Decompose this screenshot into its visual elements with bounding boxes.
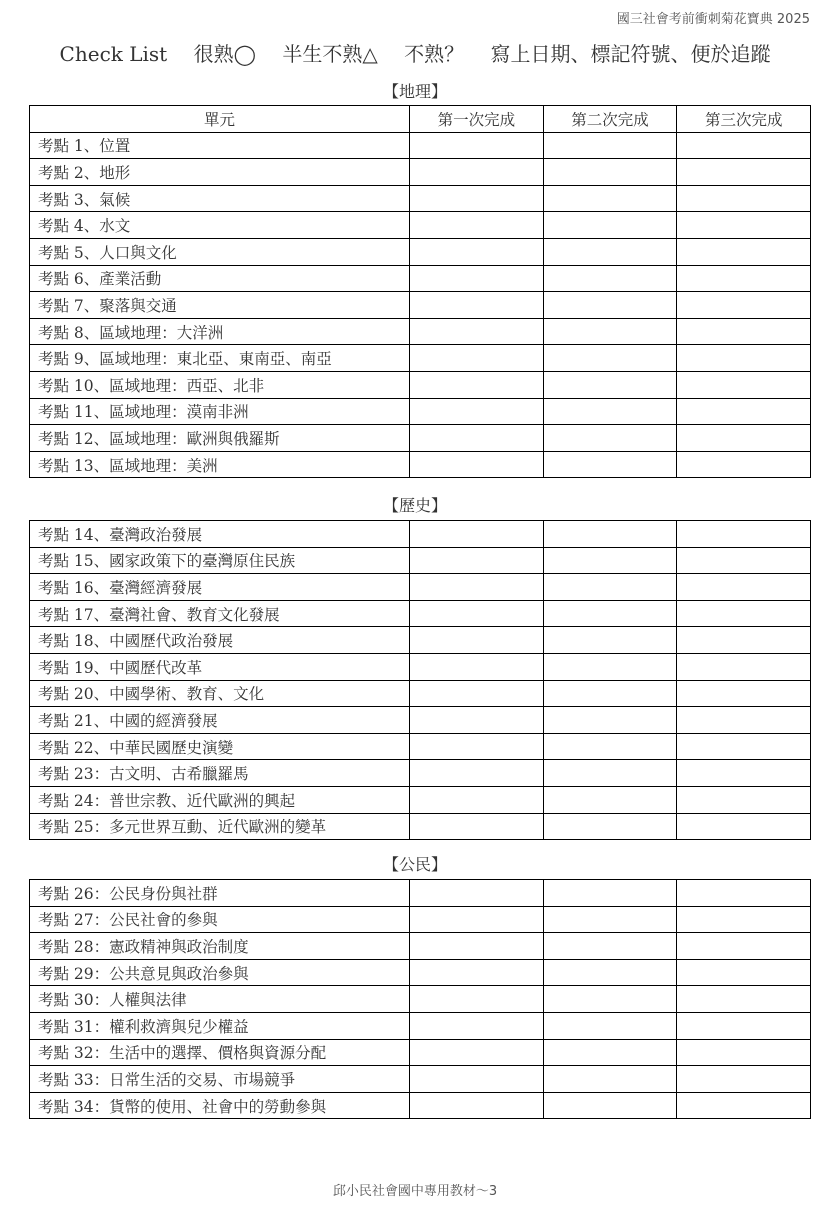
first-done-cell[interactable]	[410, 185, 544, 212]
second-done-cell[interactable]	[543, 185, 677, 212]
table-row	[30, 880, 811, 907]
table-row	[30, 959, 811, 986]
table-row	[30, 345, 811, 372]
third-done-cell[interactable]	[677, 707, 811, 734]
table-row	[30, 813, 811, 840]
table-row	[30, 451, 811, 478]
table-row	[30, 786, 811, 813]
unit-cell: 考點 10、區域地理：西亞、北非	[30, 371, 410, 398]
third-done-cell[interactable]	[677, 786, 811, 813]
unit-cell: 考點 5、人口與文化	[30, 238, 410, 265]
third-done-cell[interactable]	[677, 292, 811, 319]
table-row	[30, 212, 811, 239]
table-row	[30, 653, 811, 680]
first-done-cell[interactable]	[410, 398, 544, 425]
second-done-cell[interactable]	[543, 880, 677, 907]
second-done-cell[interactable]	[543, 1092, 677, 1119]
third-done-cell[interactable]	[677, 880, 811, 907]
third-done-cell[interactable]	[677, 398, 811, 425]
unit-cell: 考點 16、臺灣經濟發展	[30, 574, 410, 601]
unit-cell: 考點 32：生活中的選擇、價格與資源分配	[30, 1039, 410, 1066]
table-row	[30, 238, 811, 265]
first-done-cell[interactable]	[410, 680, 544, 707]
unit-cell: 考點 34：貨幣的使用、社會中的勞動參與	[30, 1092, 410, 1119]
first-done-cell[interactable]	[410, 574, 544, 601]
second-done-cell[interactable]	[543, 547, 677, 574]
table-row	[30, 707, 811, 734]
page-footer: 邱小民社會國中專用教材～3	[332, 1184, 498, 1199]
first-done-cell[interactable]	[410, 425, 544, 452]
third-done-cell[interactable]	[677, 265, 811, 292]
unit-cell: 考點 12、區域地理：歐洲與俄羅斯	[30, 425, 410, 452]
first-done-cell[interactable]	[410, 451, 544, 478]
third-done-cell[interactable]	[677, 627, 811, 654]
third-done-cell[interactable]	[677, 212, 811, 239]
first-done-cell[interactable]	[410, 760, 544, 787]
table-row	[30, 600, 811, 627]
unit-cell: 考點 2、地形	[30, 159, 410, 186]
second-done-cell[interactable]	[543, 1066, 677, 1093]
unit-cell: 考點 30：人權與法律	[30, 986, 410, 1013]
third-done-cell[interactable]	[677, 733, 811, 760]
unit-cell: 考點 25：多元世界互動、近代歐洲的變革	[30, 813, 410, 840]
unit-cell: 考點 7、聚落與交通	[30, 292, 410, 319]
unit-cell: 考點 14、臺灣政治發展	[30, 521, 410, 548]
table-row	[30, 1066, 811, 1093]
unit-cell: 考點 27：公民社會的參與	[30, 906, 410, 933]
third-done-cell[interactable]	[677, 1066, 811, 1093]
third-done-cell[interactable]	[677, 1039, 811, 1066]
unit-cell: 考點 21、中國的經濟發展	[30, 707, 410, 734]
unit-cell: 考點 6、產業活動	[30, 265, 410, 292]
unit-cell: 考點 13、區域地理：美洲	[30, 451, 410, 478]
first-done-cell[interactable]	[410, 547, 544, 574]
second-done-cell[interactable]	[543, 733, 677, 760]
third-done-cell[interactable]	[677, 600, 811, 627]
third-done-cell[interactable]	[677, 521, 811, 548]
header-first-done: 第一次完成	[410, 106, 544, 133]
first-done-cell[interactable]	[410, 318, 544, 345]
table-row	[30, 733, 811, 760]
second-done-cell[interactable]	[543, 425, 677, 452]
title-checklist: Check List	[59, 42, 168, 66]
section-title-civics: 【公民】	[382, 855, 447, 874]
second-done-cell[interactable]	[543, 574, 677, 601]
unit-cell: 考點 18、中國歷代政治發展	[30, 627, 410, 654]
unit-cell: 考點 29：公共意見與政治參與	[30, 959, 410, 986]
second-done-cell[interactable]	[543, 521, 677, 548]
table-row	[30, 906, 811, 933]
third-done-cell[interactable]	[677, 959, 811, 986]
first-done-cell[interactable]	[410, 880, 544, 907]
first-done-cell[interactable]	[410, 1066, 544, 1093]
first-done-cell[interactable]	[410, 238, 544, 265]
third-done-cell[interactable]	[677, 345, 811, 372]
second-done-cell[interactable]	[543, 906, 677, 933]
second-done-cell[interactable]	[543, 1039, 677, 1066]
third-done-cell[interactable]	[677, 159, 811, 186]
first-done-cell[interactable]	[410, 345, 544, 372]
unit-cell: 考點 33：日常生活的交易、市場競爭	[30, 1066, 410, 1093]
first-done-cell[interactable]	[410, 986, 544, 1013]
first-done-cell[interactable]	[410, 292, 544, 319]
document-header-title: 國三社會考前衝刺菊花寶典 2025	[616, 12, 810, 27]
table-row	[30, 265, 811, 292]
first-done-cell[interactable]	[410, 371, 544, 398]
table-row	[30, 986, 811, 1013]
second-done-cell[interactable]	[543, 238, 677, 265]
second-done-cell[interactable]	[543, 132, 677, 159]
third-done-cell[interactable]	[677, 760, 811, 787]
unit-cell: 考點 8、區域地理：大洋洲	[30, 318, 410, 345]
third-done-cell[interactable]	[677, 680, 811, 707]
table-row	[30, 680, 811, 707]
second-done-cell[interactable]	[543, 680, 677, 707]
third-done-cell[interactable]	[677, 451, 811, 478]
first-done-cell[interactable]	[410, 933, 544, 960]
civics-table	[29, 879, 811, 1119]
title-instruction: 寫上日期、標記符號、便於追蹤	[490, 42, 771, 66]
second-done-cell[interactable]	[543, 318, 677, 345]
first-done-cell[interactable]	[410, 1039, 544, 1066]
second-done-cell[interactable]	[543, 265, 677, 292]
table-row	[30, 371, 811, 398]
unit-cell: 考點 31：權利救濟與兒少權益	[30, 1012, 410, 1039]
table-row	[30, 547, 811, 574]
third-done-cell[interactable]	[677, 318, 811, 345]
third-done-cell[interactable]	[677, 547, 811, 574]
geography-table	[29, 105, 811, 478]
first-done-cell[interactable]	[410, 959, 544, 986]
second-done-cell[interactable]	[543, 786, 677, 813]
second-done-cell[interactable]	[543, 371, 677, 398]
second-done-cell[interactable]	[543, 345, 677, 372]
table-row	[30, 292, 811, 319]
second-done-cell[interactable]	[543, 653, 677, 680]
first-done-cell[interactable]	[410, 600, 544, 627]
table-row	[30, 933, 811, 960]
first-done-cell[interactable]	[410, 653, 544, 680]
table-header-row	[30, 106, 811, 133]
second-done-cell[interactable]	[543, 212, 677, 239]
unit-cell: 考點 4、水文	[30, 212, 410, 239]
section-title-history: 【歷史】	[382, 496, 447, 515]
title-legend-unfamiliar: 不熟？	[404, 42, 465, 66]
second-done-cell[interactable]	[543, 451, 677, 478]
table-row	[30, 425, 811, 452]
table-row	[30, 1039, 811, 1066]
third-done-cell[interactable]	[677, 371, 811, 398]
first-done-cell[interactable]	[410, 786, 544, 813]
second-done-cell[interactable]	[543, 933, 677, 960]
table-row	[30, 627, 811, 654]
page-title	[0, 38, 830, 67]
first-done-cell[interactable]	[410, 707, 544, 734]
title-legend-half: 半生不熟△	[282, 42, 378, 66]
section-title-geography: 【地理】	[382, 82, 447, 101]
second-done-cell[interactable]	[543, 707, 677, 734]
table-row	[30, 132, 811, 159]
second-done-cell[interactable]	[543, 1012, 677, 1039]
third-done-cell[interactable]	[677, 185, 811, 212]
third-done-cell[interactable]	[677, 813, 811, 840]
third-done-cell[interactable]	[677, 653, 811, 680]
second-done-cell[interactable]	[543, 813, 677, 840]
unit-cell: 考點 26：公民身份與社群	[30, 880, 410, 907]
first-done-cell[interactable]	[410, 159, 544, 186]
second-done-cell[interactable]	[543, 159, 677, 186]
first-done-cell[interactable]	[410, 627, 544, 654]
table-row	[30, 185, 811, 212]
second-done-cell[interactable]	[543, 627, 677, 654]
unit-cell: 考點 11、區域地理：漠南非洲	[30, 398, 410, 425]
table-row	[30, 1012, 811, 1039]
second-done-cell[interactable]	[543, 600, 677, 627]
unit-cell: 考點 19、中國歷代改革	[30, 653, 410, 680]
unit-cell: 考點 28：憲政精神與政治制度	[30, 933, 410, 960]
unit-cell: 考點 3、氣候	[30, 185, 410, 212]
table-row	[30, 760, 811, 787]
third-done-cell[interactable]	[677, 1012, 811, 1039]
first-done-cell[interactable]	[410, 1012, 544, 1039]
header-third-done: 第三次完成	[677, 106, 811, 133]
header-second-done: 第二次完成	[543, 106, 677, 133]
first-done-cell[interactable]	[410, 813, 544, 840]
unit-cell: 考點 23：古文明、古希臘羅馬	[30, 760, 410, 787]
table-row	[30, 1092, 811, 1119]
third-done-cell[interactable]	[677, 1092, 811, 1119]
table-row	[30, 398, 811, 425]
second-done-cell[interactable]	[543, 292, 677, 319]
first-done-cell[interactable]	[410, 265, 544, 292]
first-done-cell[interactable]	[410, 212, 544, 239]
first-done-cell[interactable]	[410, 906, 544, 933]
table-row	[30, 521, 811, 548]
unit-cell: 考點 15、國家政策下的臺灣原住民族	[30, 547, 410, 574]
third-done-cell[interactable]	[677, 986, 811, 1013]
unit-cell: 考點 20、中國學術、教育、文化	[30, 680, 410, 707]
third-done-cell[interactable]	[677, 132, 811, 159]
unit-cell: 考點 22、中華民國歷史演變	[30, 733, 410, 760]
second-done-cell[interactable]	[543, 760, 677, 787]
unit-cell: 考點 24：普世宗教、近代歐洲的興起	[30, 786, 410, 813]
first-done-cell[interactable]	[410, 733, 544, 760]
history-table	[29, 520, 811, 840]
second-done-cell[interactable]	[543, 398, 677, 425]
third-done-cell[interactable]	[677, 574, 811, 601]
third-done-cell[interactable]	[677, 933, 811, 960]
table-row	[30, 159, 811, 186]
unit-cell: 考點 1、位置	[30, 132, 410, 159]
third-done-cell[interactable]	[677, 238, 811, 265]
first-done-cell[interactable]	[410, 132, 544, 159]
first-done-cell[interactable]	[410, 521, 544, 548]
third-done-cell[interactable]	[677, 425, 811, 452]
unit-cell: 考點 17、臺灣社會、教育文化發展	[30, 600, 410, 627]
second-done-cell[interactable]	[543, 986, 677, 1013]
second-done-cell[interactable]	[543, 959, 677, 986]
first-done-cell[interactable]	[410, 1092, 544, 1119]
table-row	[30, 574, 811, 601]
header-unit: 單元	[30, 106, 410, 133]
unit-cell: 考點 9、區域地理：東北亞、東南亞、南亞	[30, 345, 410, 372]
title-legend-familiar: 很熟◯	[193, 42, 256, 66]
third-done-cell[interactable]	[677, 906, 811, 933]
table-row	[30, 318, 811, 345]
